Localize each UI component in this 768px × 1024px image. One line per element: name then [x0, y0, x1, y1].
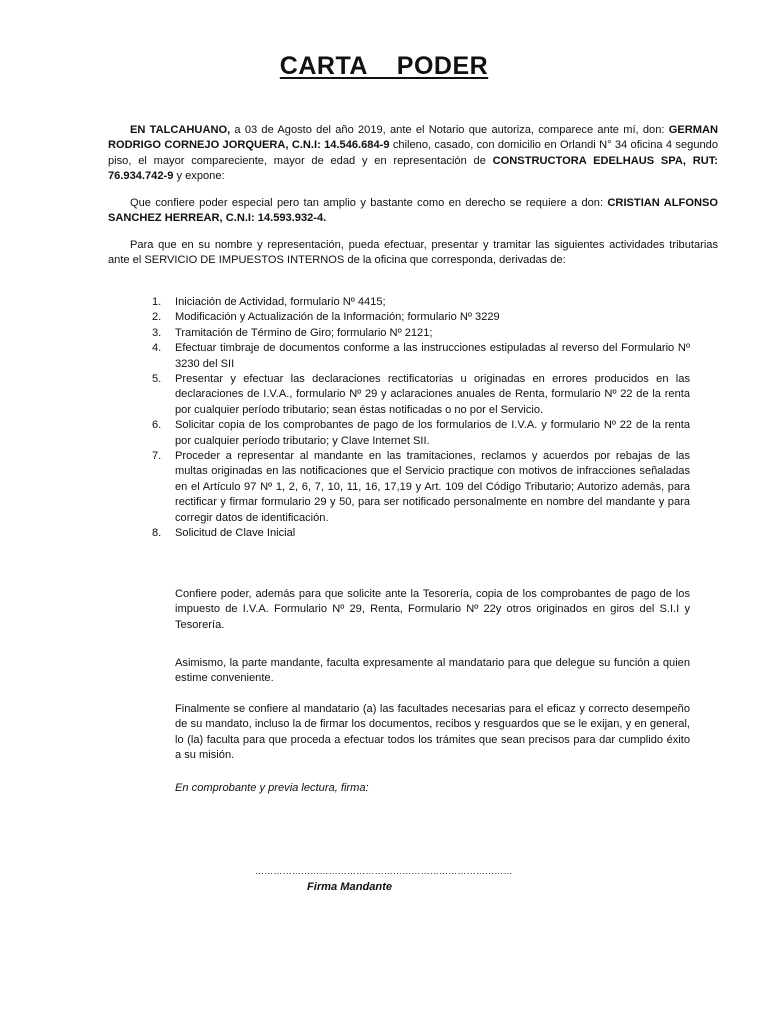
- list-item-text: Efectuar timbraje de documentos conforme a las instrucciones estipuladas al reverso del Formulario Nº 3230 del SII: [175, 342, 690, 370]
- list-item-text: Solicitar copia de los comprobantes de pago de los formularios de I.V.A. y formulario Nº 22 de la renta por cualquier período tributario; y Clave Internet SII.: [175, 419, 690, 447]
- purpose-paragraph: [108, 238, 718, 269]
- grantor-details: chileno, casado, con domicilio en Orlandi N° 34 oficina 4 segundo piso, el mayor compareciente, mayor de edad y en representación de: [108, 139, 718, 167]
- list-item: [148, 449, 690, 526]
- list-item-number: 1.: [152, 296, 162, 308]
- list-item-number: 6.: [152, 419, 162, 432]
- list-item-number: 3.: [152, 326, 162, 339]
- list-item: [148, 372, 690, 418]
- list-item-text: Tramitación de Término de Giro; formulario Nº 2121;: [175, 326, 433, 339]
- agent-name: CRISTIAN ALFONSO SANCHEZ HERREAR, C.N.I: 14.593.932-4.: [108, 197, 718, 225]
- list-item: [148, 310, 690, 325]
- list-item-number: 2.: [152, 311, 162, 324]
- list-item-number: 8.: [152, 527, 162, 540]
- list-item-text: Iniciación de Actividad, formulario Nº 4415;: [175, 296, 386, 308]
- grant-paragraph: [108, 196, 718, 227]
- purpose-text: Para que en su nombre y representación, pueda efectuar, presentar y tramitar las siguientes actividades tributarias ante el SERVICIO DE IMPUESTOS INTERNOS de la oficina que corresponda, derivadas de:: [108, 239, 718, 267]
- list-item: [148, 526, 690, 541]
- final-clause-paragraph: Finalmente se confiere al mandatario (a) las facultades necesarias para el eficaz y correcto desempeño de su mandato, incluso la de firmar los documentos, recibos y resguardos que se le exijan, y en general, lo (la) faculta para que proceda a efectuar todos los trámites que sean precisos para dar cumplido éxito a su misión.: [175, 703, 690, 762]
- intro-end: y expone:: [173, 170, 225, 183]
- closing-text: En comprobante y previa lectura, firma:: [175, 782, 369, 794]
- list-item-text: Presentar y efectuar las declaraciones rectificatorias u originadas en errores producidos en las declaraciones de I.V.A., formulario Nº 29 y aclaraciones anuales de Renta, formulario Nº 22 de la renta por cualquier período tributario; sean éstas notificadas o no por el Servicio.: [175, 373, 690, 416]
- list-item: [148, 418, 690, 449]
- list-item-text: Proceder a representar al mandante en las tramitaciones, reclamos y acuerdos por rebajas de las multas originadas en las notificaciones que el Servicio practique con motivos de infracciones señaladas en el Artículo 97 Nº 1, 2, 6, 7, 10, 11, 16, 17,19 y Art. 109 del Código Tributario; Autorizo además, para rectificar y firmar formulario 29 y 50, para ser notificado personalmente en nombre del mandante y para corregir datos de identificación.: [175, 450, 690, 524]
- list-item: [148, 326, 690, 341]
- grantor-name: GERMAN RODRIGO CORNEJO JORQUERA, C.N.I: 14.546.684-9: [108, 124, 719, 152]
- activities-list: [148, 295, 690, 542]
- grant-text: Que confiere poder especial pero tan amplio y bastante como en derecho se requiere a don:: [130, 197, 608, 209]
- list-item: [148, 341, 690, 372]
- intro-paragraph: [108, 123, 718, 185]
- list-item-number: 5.: [152, 373, 162, 386]
- list-item-text: Modificación y Actualización de la Información; formulario Nº 3229: [175, 311, 500, 324]
- signature-line: …………………………………………………………………………: [255, 866, 513, 876]
- company-name: CONSTRUCTORA EDELHAUS SPA, RUT: 76.934.742-9: [108, 154, 718, 183]
- additional-power-paragraph: Confiere poder, además para que solicite ante la Tesorería, copia de los comprobantes de pago de los impuesto de I.V.A. Formulario Nº 29, Renta, Formulario Nº 22y otros originados en giros del S.I.I y Tesorería.: [175, 588, 690, 631]
- list-item-number: 7.: [152, 450, 162, 463]
- document-title: CARTA PODER: [279, 52, 489, 80]
- list-item-number: 4.: [152, 342, 162, 355]
- delegation-paragraph: Asimismo, la parte mandante, faculta expresamente al mandatario para que delegue su función a quien estime conveniente.: [175, 657, 690, 685]
- list-item-text: Solicitud de Clave Inicial: [175, 527, 296, 540]
- intro-lead: EN TALCAHUANO,: [130, 124, 231, 136]
- list-item: [148, 295, 690, 310]
- intro-date-text: a 03 de Agosto del año 2019, ante el Notario que autoriza, comparece ante mí, don:: [230, 124, 669, 136]
- signature-label: Firma Mandante: [307, 881, 393, 893]
